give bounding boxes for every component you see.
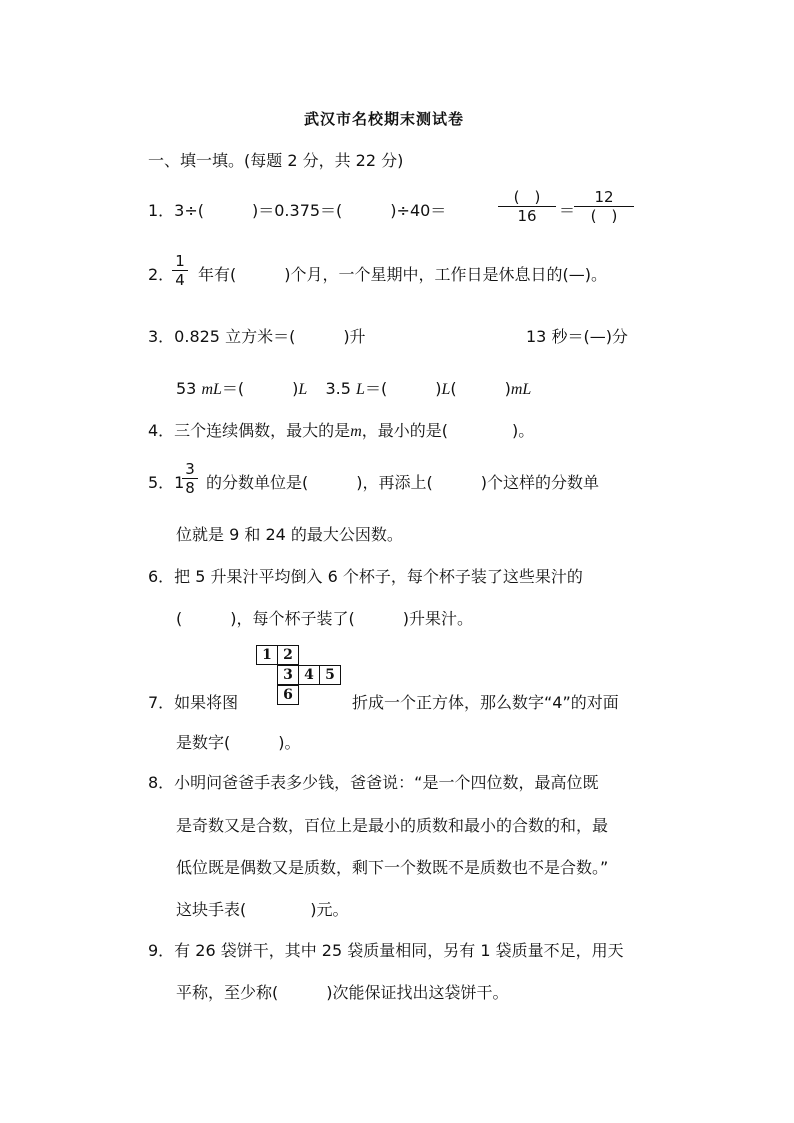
question-7-text-a: 7．如果将图 — [148, 693, 239, 712]
q3-unit-l-1: L — [298, 381, 308, 398]
q3-value-53: 53 — [176, 379, 197, 398]
question-6-text-a: 6．把 5 升果汁平均倒入 6 个杯子，每个杯子装了这些果汁的 — [148, 567, 583, 586]
question-7-text-b: 折成一个正方体，那么数字“4”的对面 — [352, 693, 619, 712]
question-5-number: 5．1 — [148, 473, 185, 492]
question-3-line1-left: 3．0.825 立方米＝( )升 — [148, 327, 366, 346]
question-8-line-2: 是奇数又是合数，百位上是最小的质数和最小的合数的和，最 — [176, 816, 609, 835]
q3-unit-ml-1: mL — [201, 381, 222, 398]
q3-unit-ml-2: mL — [510, 381, 532, 398]
question-6-text-b: ( )，每个杯子装了( )升果汁。 — [176, 609, 473, 628]
question-2-text: 年有( )个月，一个星期中，工作日是休息日的(—)。 — [198, 265, 607, 284]
question-8-line-4: 这块手表( )元。 — [176, 900, 349, 919]
q1-fraction-1 — [498, 188, 556, 225]
q5-fraction-denominator: 8 — [182, 478, 198, 497]
question-8-line-1: 8．小明问爸爸手表多少钱，爸爸说：“是一个四位数，最高位既 — [148, 773, 599, 792]
q5-fraction-numerator: 3 — [185, 460, 195, 478]
q4-variable-m: m — [350, 423, 362, 440]
page-title: 武汉市名校期末测试卷 — [304, 110, 465, 128]
net-cell-2: 2 — [277, 645, 299, 665]
question-9-line-2: 平称，至少称( )次能保证找出这袋饼干。 — [176, 983, 509, 1002]
question-4 — [148, 420, 534, 443]
net-cell-1: 1 — [256, 645, 278, 665]
net-cell-3: 3 — [277, 665, 299, 685]
q1-fraction-2-numerator: 12 — [594, 188, 614, 206]
question-3-line2 — [176, 378, 531, 401]
q1-fraction-2 — [574, 188, 634, 225]
question-4-text-a: 4．三个连续偶数，最大的是 — [148, 421, 351, 440]
q1-fraction-1-denominator: 16 — [498, 206, 556, 225]
question-5-text-a: 的分数单位是( )，再添上( )个这样的分数单 — [206, 473, 599, 492]
q1-fraction-2-denominator: ( ) — [574, 206, 634, 225]
q3-value-3-5: 3.5 — [325, 379, 351, 398]
q3-blank-1: ＝( ) — [221, 379, 299, 398]
q5-fraction — [182, 460, 198, 497]
net-cell-5: 5 — [319, 665, 341, 685]
q1-equals: ＝ — [559, 201, 576, 220]
question-4-text-b: ，最小的是( )。 — [361, 421, 535, 440]
q3-blank-2: ＝( ) — [364, 379, 442, 398]
q3-unit-l-3: L — [441, 381, 451, 398]
question-5-text-b: 位就是 9 和 24 的最大公因数。 — [176, 525, 403, 544]
section-heading: 一、填一填。(每题 2 分，共 22 分) — [148, 151, 404, 170]
q1-fraction-1-numerator: ( ) — [513, 188, 541, 206]
question-9-line-1: 9．有 26 袋饼干，其中 25 袋质量相同，另有 1 袋质量不足，用天 — [148, 941, 624, 960]
question-8-line-3: 低位既是偶数又是质数，剩下一个数既不是质数也不是合数。” — [176, 858, 609, 877]
question-7-text-c: 是数字( )。 — [176, 733, 301, 752]
net-cell-4: 4 — [298, 665, 320, 685]
q2-fraction-numerator: 1 — [175, 252, 185, 270]
q2-fraction — [172, 252, 188, 289]
q2-fraction-denominator: 4 — [172, 270, 188, 289]
question-1 — [148, 200, 446, 222]
question-2-number: 2． — [148, 265, 175, 284]
q3-unit-l-2: L — [356, 381, 365, 398]
question-1-text: 1．3÷( )＝0.375＝( )÷40＝ — [148, 201, 447, 220]
q3-blank-3: ( ) — [450, 379, 511, 398]
question-3-line1-right: 13 秒＝(—)分 — [526, 327, 628, 346]
net-cell-6: 6 — [277, 685, 299, 705]
